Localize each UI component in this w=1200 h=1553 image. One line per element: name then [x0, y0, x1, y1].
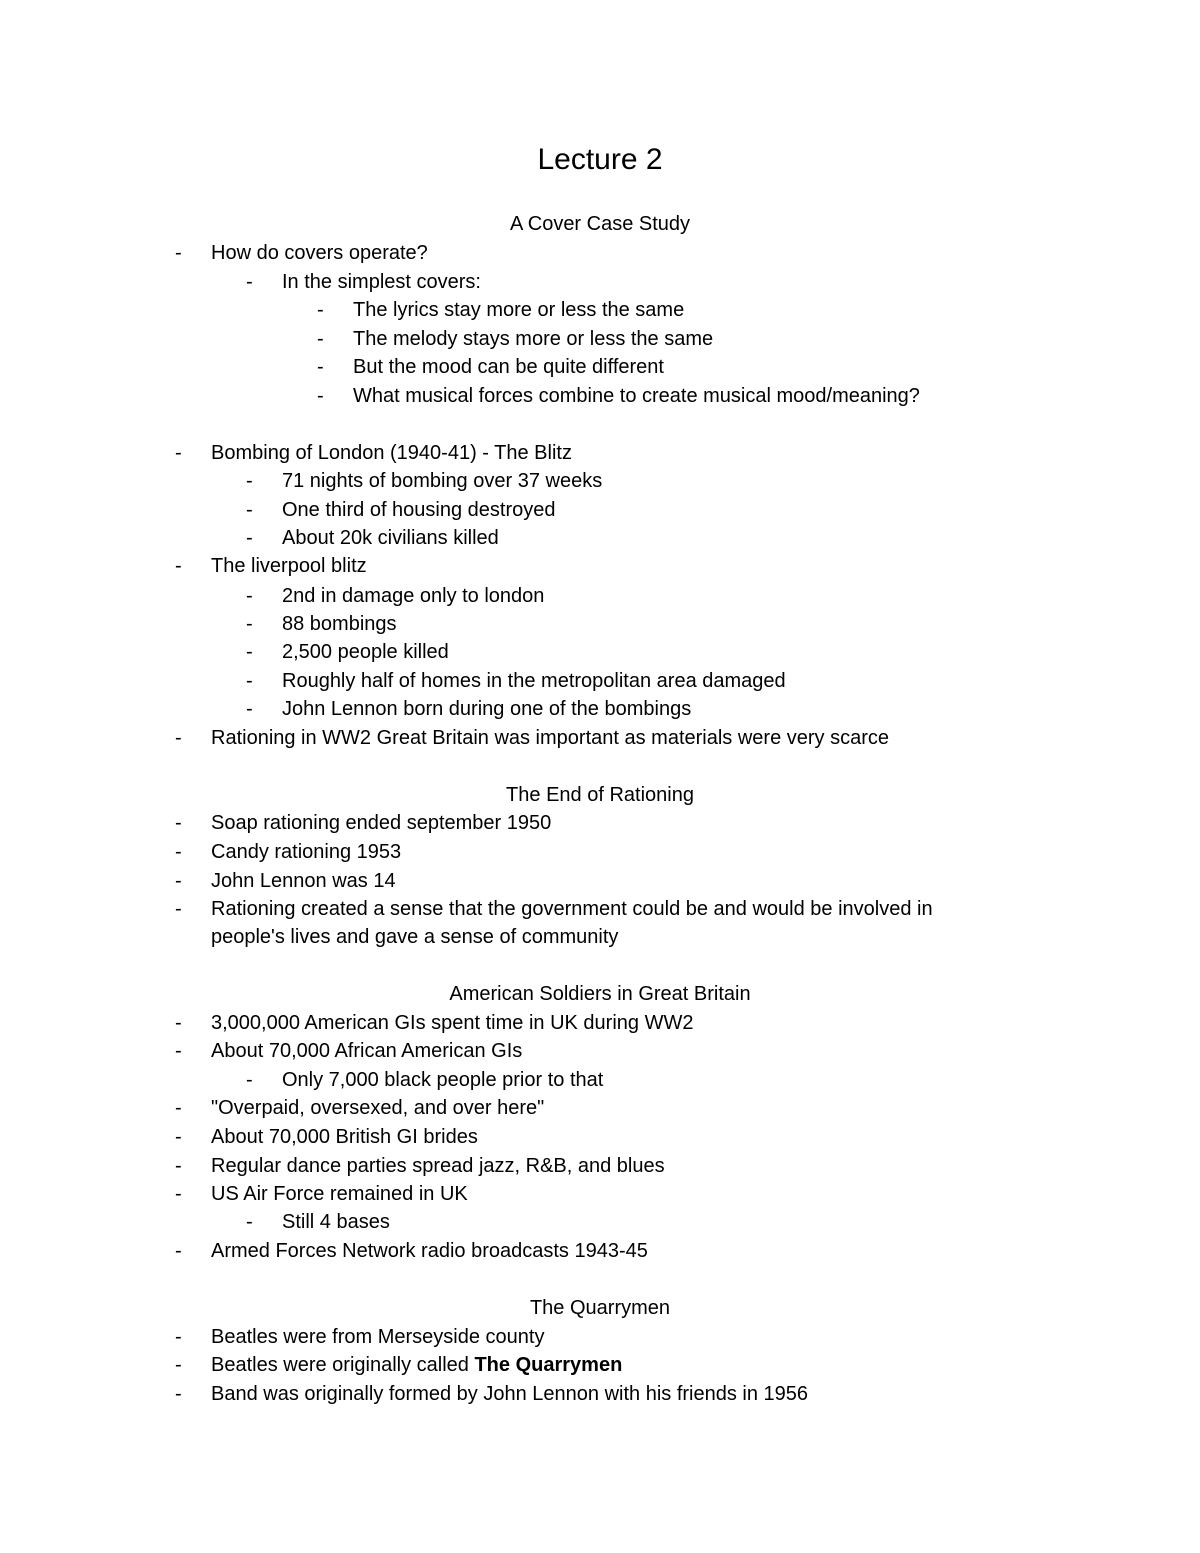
list-item: Rationing created a sense that the government could be and would be involved in people's lives and gave a sense of community — [211, 898, 933, 948]
band-name-bold: The Quarrymen — [474, 1354, 623, 1376]
bullet-dash: - — [246, 1211, 253, 1233]
section-heading-soldiers: American Soldiers in Great Britain — [449, 983, 751, 1005]
page-title: Lecture 2 — [537, 143, 663, 176]
bullet-dash: - — [175, 1126, 182, 1148]
section-heading-cover: A Cover Case Study — [509, 213, 691, 235]
bullet-dash: - — [246, 271, 253, 293]
list-item: "Overpaid, oversexed, and over here" — [211, 1097, 545, 1119]
list-item: Bombing of London (1940-41) - The Blitz — [211, 442, 572, 464]
list-item: Rationing in WW2 Great Britain was important as materials were very scarce — [211, 727, 890, 749]
list-item: The melody stays more or less the same — [353, 328, 714, 350]
list-item: One third of housing destroyed — [282, 499, 556, 521]
bullet-dash: - — [246, 698, 253, 720]
bullet-dash: - — [246, 670, 253, 692]
bullet-dash: - — [175, 898, 182, 920]
bullet-dash: - — [246, 1069, 253, 1091]
bullet-dash: - — [175, 727, 182, 749]
bullet-dash: - — [175, 1383, 182, 1405]
bullet-dash: - — [246, 527, 253, 549]
bullet-dash: - — [175, 1183, 182, 1205]
bullet-dash: - — [175, 1326, 182, 1348]
bullet-dash: - — [246, 613, 253, 635]
list-item: 3,000,000 American GIs spent time in UK during WW2 — [211, 1012, 694, 1034]
bullet-dash: - — [317, 328, 324, 350]
list-item: John Lennon was 14 — [211, 870, 396, 892]
list-item: 2nd in damage only to london — [282, 585, 545, 607]
list-item-text: Beatles were originally called — [211, 1354, 475, 1376]
bullet-dash: - — [175, 1040, 182, 1062]
list-item: In the simplest covers: — [282, 271, 481, 293]
list-item: 71 nights of bombing over 37 weeks — [282, 470, 603, 492]
list-item: Beatles were from Merseyside county — [211, 1326, 545, 1348]
section-heading-rationing: The End of Rationing — [506, 784, 694, 806]
bullet-dash: - — [175, 1012, 182, 1034]
list-item: Regular dance parties spread jazz, R&B, and blues — [211, 1155, 665, 1177]
list-item: US Air Force remained in UK — [211, 1183, 468, 1205]
bullet-dash: - — [317, 385, 324, 407]
bullet-dash: - — [175, 1240, 182, 1262]
list-item: Soap rationing ended september 1950 — [211, 812, 552, 834]
bullet-dash: - — [246, 470, 253, 492]
list-item: 88 bombings — [282, 613, 397, 635]
bullet-dash: - — [175, 1097, 182, 1119]
list-item: Still 4 bases — [282, 1211, 390, 1233]
section-heading-quarrymen: The Quarrymen — [529, 1297, 671, 1319]
list-item: John Lennon born during one of the bombings — [282, 698, 692, 720]
list-item: The lyrics stay more or less the same — [353, 299, 685, 321]
list-item: How do covers operate? — [211, 242, 428, 264]
list-item: 2,500 people killed — [282, 641, 449, 663]
bullet-dash: - — [246, 641, 253, 663]
list-item: Roughly half of homes in the metropolitan area damaged — [282, 670, 786, 692]
list-item: Only 7,000 black people prior to that — [282, 1069, 604, 1091]
list-item: But the mood can be quite different — [353, 356, 664, 378]
list-item: What musical forces combine to create musical mood/meaning? — [353, 385, 920, 407]
list-item: Band was originally formed by John Lennon with his friends in 1956 — [211, 1383, 809, 1405]
bullet-dash: - — [175, 1155, 182, 1177]
list-item: Armed Forces Network radio broadcasts 1943-45 — [211, 1240, 648, 1262]
list-item: Candy rationing 1953 — [211, 841, 402, 863]
bullet-dash: - — [317, 299, 324, 321]
bullet-dash: - — [246, 585, 253, 607]
bullet-dash: - — [175, 812, 182, 834]
bullet-dash: - — [175, 442, 182, 464]
list-item: The liverpool blitz — [211, 555, 367, 577]
bullet-dash: - — [175, 242, 182, 264]
bullet-dash: - — [175, 1354, 182, 1376]
list-item: About 70,000 African American GIs — [211, 1040, 523, 1062]
list-item: About 70,000 British GI brides — [211, 1126, 478, 1148]
bullet-dash: - — [175, 555, 182, 577]
list-item — [211, 1351, 622, 1379]
bullet-dash: - — [317, 356, 324, 378]
bullet-dash: - — [246, 499, 253, 521]
bullet-dash: - — [175, 870, 182, 892]
bullet-dash: - — [175, 841, 182, 863]
list-item: About 20k civilians killed — [282, 527, 499, 549]
